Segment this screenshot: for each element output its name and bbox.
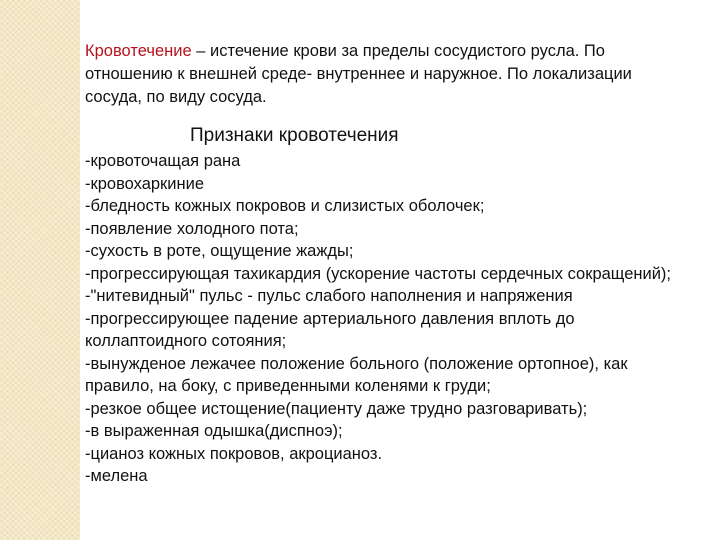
signs-list [85, 150, 685, 488]
list-item: -цианоз кожных покровов, акроцианоз. [85, 444, 383, 463]
list-item: -бледность кожных покровов и слизистых оболочек; [85, 197, 485, 215]
list-item: -мелена [85, 467, 148, 485]
list-item: -кровохаркиние [85, 174, 204, 193]
definition-term: Кровотечение [85, 42, 192, 60]
list-item: -вынужденое лежачее положение больного (положение ортопное), как правило, на боку, с приведенными коленями к груди; [85, 354, 628, 395]
list-item: -"нитевидный" пульс - пульс слабого наполнения и напряжения [85, 287, 573, 305]
list-item: -резкое общее истощение(пациенту даже трудно разговаривать); [85, 399, 588, 418]
definition-paragraph [85, 40, 685, 109]
list-item: -кровоточащая рана [85, 152, 241, 170]
signs-heading: Признаки кровотечения [190, 125, 399, 146]
list-item: -прогрессирующее падение артериального давления вплоть до коллаптоидного сотояния; [85, 309, 575, 350]
list-item: -прогрессирующая тахикардия (ускорение частоты сердечных сокращений); [85, 264, 671, 283]
list-item: -появление холодного пота; [85, 219, 299, 238]
slide-content [85, 40, 685, 485]
list-item: -сухость в роте, ощущение жажды; [85, 242, 354, 260]
definition-text: – истечение крови за пределы сосудистого русла. По отношению к внешней среде- внутреннее и наружное. По локализации сосуда, по виду сосуда. [85, 42, 632, 106]
decorative-side-band [0, 0, 80, 540]
list-item: -в выраженная одышка(диспноэ); [85, 422, 343, 440]
